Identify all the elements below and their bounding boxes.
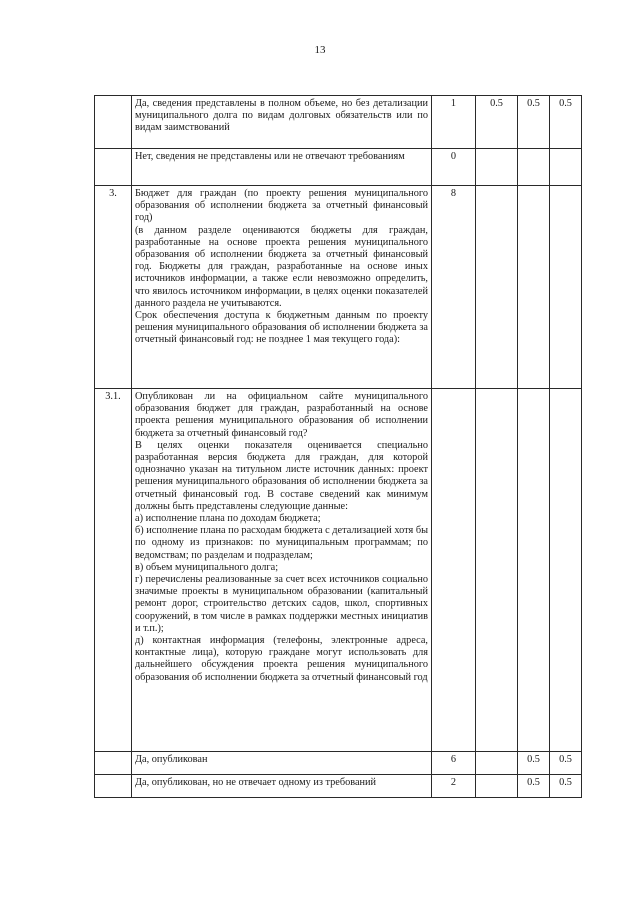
- coefficient-cell: [476, 389, 518, 752]
- coefficient-cell: [550, 186, 582, 389]
- row-description: [132, 186, 432, 389]
- coefficient-cell: 0.5: [550, 96, 582, 149]
- coefficient-cell: [476, 752, 518, 775]
- row-number: [95, 149, 132, 186]
- paragraph: а) исполнение плана по доходам бюджета;: [135, 513, 321, 525]
- page-number: 13: [314, 44, 326, 56]
- table-row: [95, 752, 582, 775]
- coefficient-cell: 0.5: [518, 775, 550, 798]
- max-score: 8: [432, 186, 476, 389]
- row-number: 3.1.: [95, 389, 132, 752]
- paragraph: Бюджет для граждан (по проекту решения муниципального образования об исполнении бюджета за отчетный финансовый год): [135, 188, 428, 224]
- coefficient-cell: 0.5: [518, 752, 550, 775]
- max-score: 2: [432, 775, 476, 798]
- coefficient-cell: 0.5: [476, 96, 518, 149]
- max-score: 0: [432, 149, 476, 186]
- coefficient-cell: [518, 389, 550, 752]
- row-number: [95, 96, 132, 149]
- paragraph: г) перечислены реализованные за счет всех источников социально значимые проекты в муниципальном образовании (капитальный ремонт дорог, строительство детских садов, школ, спортивных сооружений, в том числе в рамках поддержки местных инициатив и т.п.);: [135, 574, 428, 634]
- row-description: [132, 775, 432, 798]
- coefficient-cell: 0.5: [550, 775, 582, 798]
- max-score: 6: [432, 752, 476, 775]
- paragraph: д) контактная информация (телефоны, электронные адреса, контактные лица), которую граждане могут использовать для дальнейшего обсуждения проекта решения муниципального образования об исполнении бюджета за отчетный финансовый год: [135, 635, 428, 683]
- coefficient-cell: [550, 389, 582, 752]
- paragraph: В целях оценки показателя оценивается специально разработанная версия бюджета для граждан, для которой однозначно указан на титульном листе источник данных: проект решения муниципального образования об исполнении бюджета за отчетный финансовый год. В составе сведений как минимум должны быть представлены следующие данные:: [135, 439, 428, 512]
- paragraph: Да, сведения представлены в полном объеме, но без детализации муниципального долга по видам долговых обязательств или по видам заимствований: [135, 98, 428, 134]
- table-row: [95, 149, 582, 186]
- row-description: [132, 96, 432, 149]
- coefficient-cell: [518, 186, 550, 389]
- table-row: [95, 96, 582, 149]
- paragraph: б) исполнение плана по расходам бюджета с детализацией хотя бы по одному из признаков: по муниципальным программам; по ведомствам; по разделам и подразделам;: [135, 525, 428, 561]
- paragraph: в) объем муниципального долга;: [135, 561, 279, 573]
- paragraph: Да, опубликован: [135, 754, 208, 765]
- paragraph: Да, опубликован, но не отвечает одному из требований: [135, 777, 377, 788]
- coefficient-cell: [476, 775, 518, 798]
- row-description: [132, 149, 432, 186]
- coefficient-cell: [476, 149, 518, 186]
- max-score: [432, 389, 476, 752]
- row-number: [95, 752, 132, 775]
- table-row: [95, 775, 582, 798]
- row-description: [132, 389, 432, 752]
- max-score: 1: [432, 96, 476, 149]
- coefficient-cell: 0.5: [518, 96, 550, 149]
- row-number: [95, 775, 132, 798]
- paragraph: (в данном разделе оцениваются бюджеты для граждан, разработанные на основе проекта решения муниципального образования об исполнении бюджета за отчетный финансовый год. Бюджеты для граждан, разработанные на основе иных источников информации, а также если невозможно определить, что явилось источником информации, в целях оценки показателей данного раздела не учитываются.: [135, 224, 428, 309]
- row-description: [132, 752, 432, 775]
- coefficient-cell: 0.5: [550, 752, 582, 775]
- coefficient-cell: [476, 186, 518, 389]
- paragraph: Срок обеспечения доступа к бюджетным данным по проекту решения муниципального образования об исполнении бюджета за отчетный финансовый год: не позднее 1 мая текущего года):: [135, 310, 428, 346]
- paragraph: Опубликован ли на официальном сайте муниципального образования бюджет для граждан, разработанный на основе проекта решения муниципального образования об исполнении бюджета за отчетный финансовый год?: [135, 391, 428, 439]
- table-row: [95, 186, 582, 389]
- table-row: [95, 389, 582, 752]
- paragraph: Нет, сведения не представлены или не отвечают требованиям: [135, 151, 405, 162]
- row-number: 3.: [95, 186, 132, 389]
- criteria-table: [94, 95, 582, 798]
- coefficient-cell: [518, 149, 550, 186]
- coefficient-cell: [550, 149, 582, 186]
